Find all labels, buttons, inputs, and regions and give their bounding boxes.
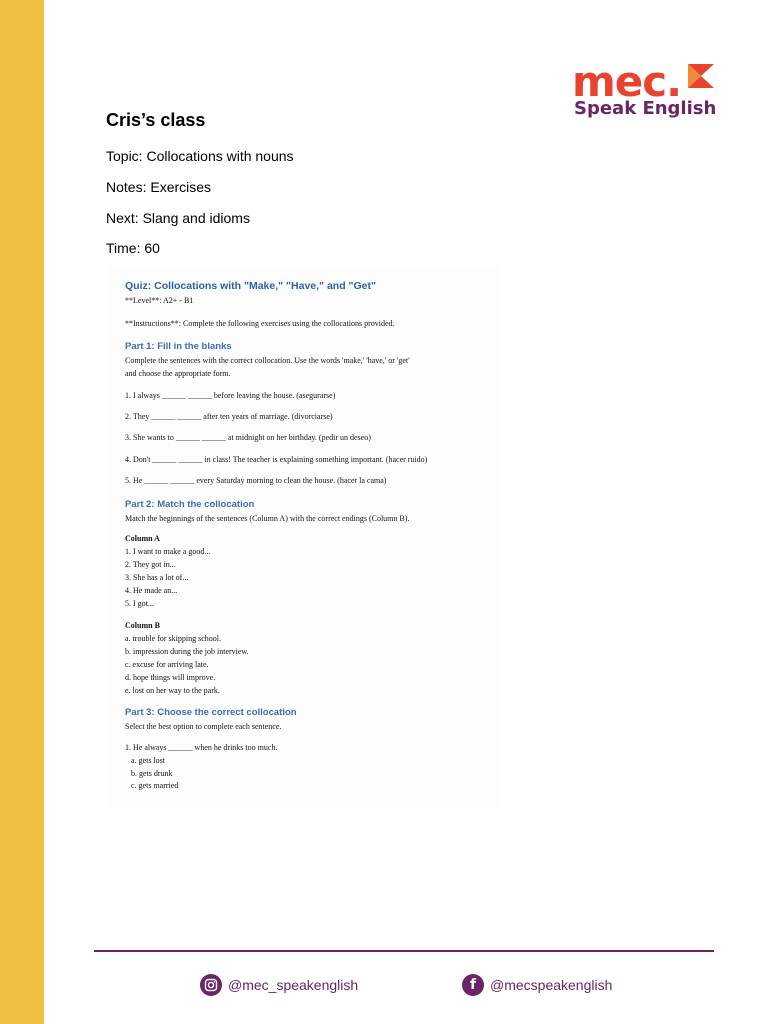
logo-tagline: Speak English xyxy=(574,98,717,119)
part3-heading: Part 3: Choose the correct collocation xyxy=(125,707,297,718)
part1-intro-1: Complete the sentences with the correct collocation. Use the words 'make,' 'have,' or 'get' xyxy=(125,356,410,365)
column-b-item: c. excuse for arriving late. xyxy=(125,660,209,669)
column-b-item: a. trouble for skipping school. xyxy=(125,634,221,643)
part3-question: 1. He always ______ when he drinks too much. xyxy=(125,743,278,752)
part1-item: 2. They ______ ______ after ten years of marriage. (divorciarse) xyxy=(125,412,333,421)
footer-divider xyxy=(94,950,714,952)
part3-option: b. gets drunk xyxy=(131,769,173,778)
part1-heading: Part 1: Fill in the blanks xyxy=(125,341,232,352)
part3-intro: Select the best option to complete each sentence. xyxy=(125,722,282,731)
column-b-label: Column B xyxy=(125,621,160,630)
time-line: Time: 60 xyxy=(106,240,160,256)
part2-intro: Match the beginnings of the sentences (Column A) with the correct endings (Column B). xyxy=(125,514,410,523)
part2-heading: Part 2: Match the collocation xyxy=(125,499,255,510)
part3-option: a. gets lost xyxy=(131,756,165,765)
part3-option: c. gets married xyxy=(131,781,179,790)
part1-intro-2: and choose the appropriate form. xyxy=(125,369,231,378)
column-a-item: 2. They got in... xyxy=(125,560,176,569)
column-a-item: 5. I got... xyxy=(125,599,154,608)
column-a-label: Column A xyxy=(125,534,160,543)
notes-line: Notes: Exercises xyxy=(106,179,212,195)
logo-wordmark: mec. xyxy=(572,57,682,106)
facebook-icon: f xyxy=(462,974,484,996)
instagram-link[interactable] xyxy=(200,973,358,997)
quiz-title: Quiz: Collocations with "Make," "Have," and "Get" xyxy=(125,280,376,292)
column-a-item: 4. He made an... xyxy=(125,586,178,595)
side-accent-bar xyxy=(0,0,44,1024)
column-a-item: 3. She has a lot of... xyxy=(125,573,189,582)
quiz-document-image xyxy=(108,268,500,808)
topic-line: Topic: Collocations with nouns xyxy=(106,148,294,164)
part1-item: 4. Don't ______ ______ in class! The teacher is explaining something important. (hacer ruido) xyxy=(125,455,428,464)
logo-arrow-icon xyxy=(688,64,714,90)
quiz-level: **Level**: A2+ - B1 xyxy=(125,296,194,305)
instagram-handle: @mec_speakenglish xyxy=(228,977,359,993)
column-b-item: e. lost on her way to the park. xyxy=(125,686,220,695)
part1-item: 5. He ______ ______ every Saturday morning to clean the house. (hacer la cama) xyxy=(125,476,387,485)
part1-item: 3. She wants to ______ ______ at midnight on her birthday. (pedir un deseo) xyxy=(125,433,371,442)
part1-item: 1. I always ______ ______ before leaving the house. (asegurarse) xyxy=(125,391,336,400)
column-b-item: b. impression during the job interview. xyxy=(125,647,249,656)
mec-logo xyxy=(572,57,722,124)
column-a-item: 1. I want to make a good... xyxy=(125,547,211,556)
facebook-link[interactable] xyxy=(462,973,612,997)
instagram-icon xyxy=(200,974,222,996)
class-title: Cris’s class xyxy=(106,110,206,130)
next-line: Next: Slang and idioms xyxy=(106,210,250,226)
quiz-instructions: **Instructions**: Complete the following exercises using the collocations provided. xyxy=(125,319,395,328)
facebook-handle: @mecspeakenglish xyxy=(490,977,613,993)
column-b-item: d. hope things will improve. xyxy=(125,673,216,682)
